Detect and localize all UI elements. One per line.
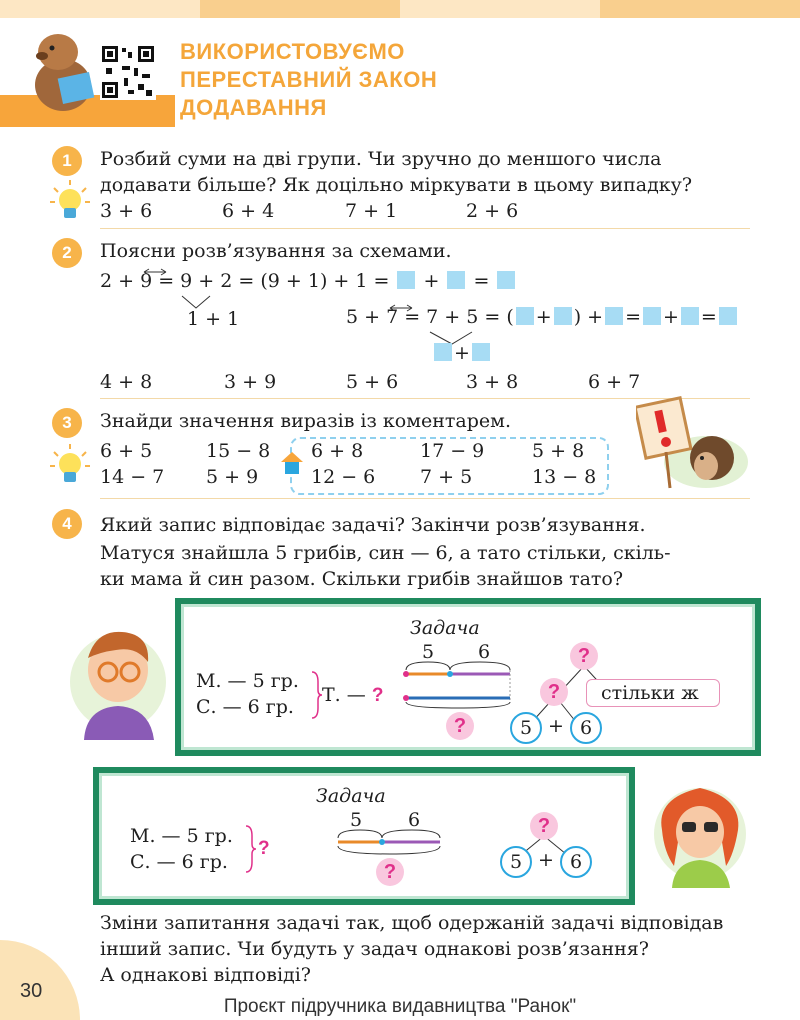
top-stripe-1 bbox=[0, 0, 200, 18]
card-1-t-label: Т. — bbox=[322, 684, 366, 706]
card-2-seg6: 6 bbox=[408, 809, 421, 831]
task-4-footer-1: Зміни запитання задачі так, щоб одержаній задачі відповідав bbox=[100, 912, 724, 934]
task-3-r2-1: 14 − 7 bbox=[100, 466, 165, 488]
card-1-comment: стільки ж bbox=[601, 682, 699, 704]
task-1-expr-1: 3 + 6 bbox=[100, 200, 153, 222]
card-1-s: С. — 6 гр. bbox=[196, 696, 294, 718]
card-1-heading: Задача bbox=[410, 617, 480, 639]
equals-sign: = bbox=[473, 270, 490, 292]
page-number: 30 bbox=[20, 980, 43, 1002]
card-2-leaf-5: 5 bbox=[500, 846, 532, 878]
card-2-segment-diagram bbox=[332, 828, 452, 858]
answer-box[interactable] bbox=[681, 307, 699, 325]
top-stripe-4 bbox=[600, 0, 800, 18]
task-1-expr-3: 7 + 1 bbox=[345, 200, 398, 222]
scheme-2-arrows bbox=[346, 298, 486, 348]
task-2-expr-3: 5 + 6 bbox=[346, 371, 399, 393]
task-3-r1-2: 15 − 8 bbox=[206, 440, 271, 462]
scheme-1-expr: 2 + 9 = 9 + 2 = (9 + 1) + 1 = bbox=[100, 270, 390, 292]
task-3-line-1: Знайди значення виразів із коментарем. bbox=[100, 410, 511, 432]
card-2-brace bbox=[244, 824, 258, 874]
task-3-r2-4: 7 + 5 bbox=[420, 466, 473, 488]
task-1-expr-2: 6 + 4 bbox=[222, 200, 275, 222]
task-1-line-2: додавати більше? Як доцільно міркувати в цьому випадку? bbox=[100, 174, 693, 196]
task-2-line-1: Поясни розв’язування за схемами. bbox=[100, 240, 452, 262]
scheme-1-arrows bbox=[100, 262, 240, 312]
lightbulb-icon bbox=[50, 180, 90, 222]
equals-sign: = bbox=[700, 306, 717, 328]
girl-illustration bbox=[650, 770, 750, 890]
card-1-tree-top: ? bbox=[570, 642, 598, 670]
plus-sign: + bbox=[423, 270, 440, 292]
card-1-leaf-plus: + bbox=[548, 715, 564, 737]
card-1-m: М. — 5 гр. bbox=[196, 670, 299, 692]
title-line-2: ПЕРЕСТАВНИЙ ЗАКОН bbox=[180, 67, 438, 92]
top-stripe-3 bbox=[400, 0, 600, 18]
card-1-segment-diagram bbox=[400, 660, 520, 710]
card-2-leaf-6: 6 bbox=[560, 846, 592, 878]
task-2-expr-5: 6 + 7 bbox=[588, 371, 641, 393]
task-4-number: 4 bbox=[52, 509, 82, 539]
scheme-2: 5 + 7 = 7 + 5 = ( + ) + = + = bbox=[346, 306, 739, 328]
task-4-footer-3: А однакові відповіді? bbox=[100, 964, 311, 986]
lightbulb-icon bbox=[50, 444, 90, 486]
divider-3 bbox=[100, 498, 750, 499]
card-2-leaf-plus: + bbox=[538, 849, 554, 871]
task-4-line-3: ки мама й син разом. Скільки грибів знайшов тато? bbox=[100, 568, 624, 590]
qr-code-icon[interactable] bbox=[100, 44, 156, 100]
hedgehog-illustration bbox=[636, 392, 748, 492]
card-2-heading: Задача bbox=[316, 785, 386, 807]
answer-box[interactable] bbox=[719, 307, 737, 325]
plus-sign: + bbox=[454, 342, 470, 364]
card-2-m: М. — 5 гр. bbox=[130, 825, 233, 847]
scheme-2-expr: 5 + 7 = 7 + 5 = ( bbox=[346, 306, 514, 328]
card-2-s: С. — 6 гр. bbox=[130, 851, 228, 873]
answer-box[interactable] bbox=[397, 271, 415, 289]
house-icon bbox=[280, 450, 304, 476]
scheme-1-sub: 1 + 1 bbox=[187, 308, 240, 330]
title-line-3: ДОДАВАННЯ bbox=[180, 95, 327, 120]
footer-note: Проєкт підручника видавництва "Ранок" bbox=[223, 996, 577, 1017]
task-2-number: 2 bbox=[52, 238, 82, 268]
scheme-2-sub bbox=[432, 342, 492, 364]
answer-box[interactable] bbox=[497, 271, 515, 289]
answer-box[interactable] bbox=[472, 343, 490, 361]
task-1-line-1: Розбий суми на дві групи. Чи зручно до меншого числа bbox=[100, 148, 662, 170]
task-3-r1-4: 17 − 9 bbox=[420, 440, 485, 462]
plus-sign: + bbox=[662, 306, 679, 328]
card-1-leaf-5: 5 bbox=[510, 712, 542, 744]
lesson-title bbox=[180, 38, 437, 122]
title-line-1: ВИКОРИСТОВУЄМО bbox=[180, 39, 405, 64]
task-2-expr-2: 3 + 9 bbox=[224, 371, 277, 393]
card-1-question-bottom: ? bbox=[446, 712, 474, 740]
card-2-question-mark: ? bbox=[258, 838, 270, 859]
equals-sign: = bbox=[625, 306, 641, 328]
task-2-expr-1: 4 + 8 bbox=[100, 371, 153, 393]
answer-box[interactable] bbox=[447, 271, 465, 289]
task-4-line-1: Який запис відповідає задачі? Закінчи розв’язування. bbox=[100, 514, 646, 536]
task-3-r1-5: 5 + 8 bbox=[532, 440, 585, 462]
answer-box[interactable] bbox=[434, 343, 452, 361]
card-1-t bbox=[322, 684, 383, 707]
card-2-seg5: 5 bbox=[350, 809, 363, 831]
task-3-r2-5: 13 − 8 bbox=[532, 466, 597, 488]
task-4-footer-2: інший запис. Чи будуть у задач однакові розв’язання? bbox=[100, 938, 649, 960]
card-2-question-bottom: ? bbox=[376, 858, 404, 886]
task-3-r2-3: 12 − 6 bbox=[311, 466, 376, 488]
card-1-comment-box bbox=[586, 679, 720, 707]
answer-box[interactable] bbox=[516, 307, 534, 325]
task-1-expr-4: 2 + 6 bbox=[466, 200, 519, 222]
capybara-illustration bbox=[30, 30, 95, 112]
card-1-t-question: ? bbox=[371, 685, 384, 706]
divider-1 bbox=[100, 228, 750, 229]
task-3-r1-1: 6 + 5 bbox=[100, 440, 153, 462]
boy-illustration bbox=[66, 612, 176, 742]
card-1-leaf-6: 6 bbox=[570, 712, 602, 744]
plus-sign: + bbox=[535, 306, 552, 328]
task-4-line-2: Матуся знайшла 5 грибів, син — 6, а тато стільки, скіль- bbox=[100, 542, 671, 564]
card-1-tree-mid: ? bbox=[540, 678, 568, 706]
task-3-number: 3 bbox=[52, 408, 82, 438]
plus-sign: + bbox=[587, 306, 604, 328]
card-1-seg5: 5 bbox=[422, 641, 435, 663]
top-stripe-2 bbox=[200, 0, 400, 18]
task-3-r1-3: 6 + 8 bbox=[311, 440, 364, 462]
task-2-expr-4: 3 + 8 bbox=[466, 371, 519, 393]
answer-box[interactable] bbox=[643, 307, 661, 325]
answer-box[interactable] bbox=[554, 307, 572, 325]
task-3-r2-2: 5 + 9 bbox=[206, 466, 259, 488]
task-1-number: 1 bbox=[52, 146, 82, 176]
card-2-tree-top: ? bbox=[530, 812, 558, 840]
answer-box[interactable] bbox=[605, 307, 623, 325]
card-1-seg6: 6 bbox=[478, 641, 491, 663]
